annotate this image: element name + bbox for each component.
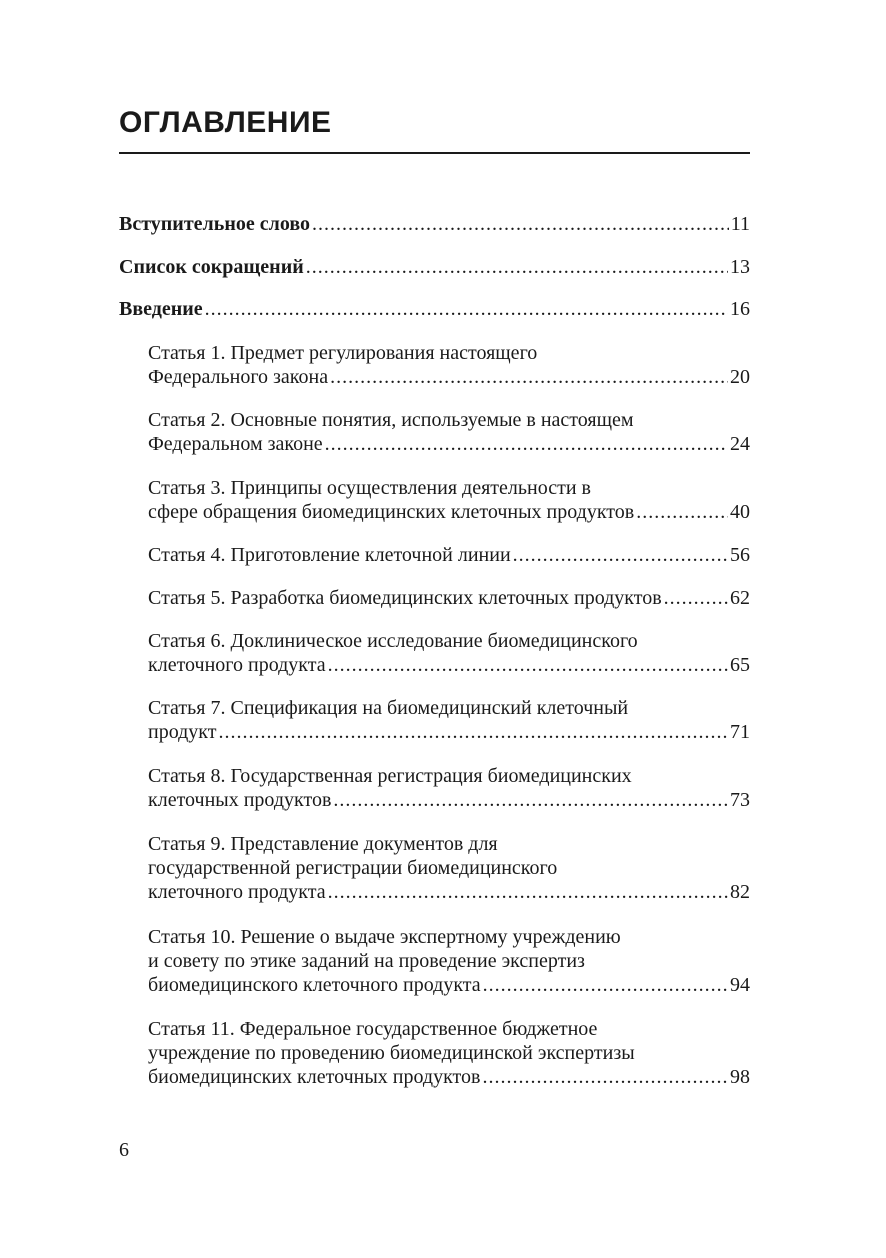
toc-entry-line: клеточных продуктов: [148, 789, 332, 811]
toc-page-number: 98: [730, 1066, 750, 1088]
toc-entry-title: Введение: [119, 298, 203, 320]
toc-page-number: 13: [730, 256, 750, 278]
toc-entry-line: Статья 7. Спецификация на биомедицинский клеточный: [148, 697, 629, 719]
dot-leader: [306, 255, 728, 279]
toc-entry-line: продукт: [148, 721, 217, 743]
toc-entry-title: Список сокращений: [119, 256, 304, 278]
toc-entry-line: Статья 8. Государственная регистрация биомедицинских: [148, 765, 632, 787]
toc-entry-article-2[interactable]: [148, 408, 750, 456]
dot-leader: [483, 973, 728, 997]
page-title: ОГЛАВЛЕНИЕ: [119, 106, 332, 139]
toc-entry-line: Федеральном законе: [148, 433, 323, 455]
toc-entry-abbreviations[interactable]: [119, 255, 750, 279]
toc-page-number: 71: [730, 721, 750, 743]
toc-page-number: 82: [730, 881, 750, 903]
toc-entry-line: Статья 4. Приготовление клеточной линии: [148, 544, 511, 566]
dot-leader: [205, 297, 728, 321]
toc-entry-line: биомедицинских клеточных продуктов: [148, 1066, 481, 1088]
toc-entry-line: Статья 6. Доклиническое исследование биомедицинского: [148, 630, 638, 652]
toc-entry-title: Вступительное слово: [119, 213, 310, 235]
toc-page-number: 62: [730, 587, 750, 609]
dot-leader: [325, 432, 728, 456]
toc-entry-line: Статья 1. Предмет регулирования настоящего: [148, 342, 538, 364]
dot-leader: [664, 586, 728, 610]
toc-entry-article-1[interactable]: [148, 341, 750, 389]
dot-leader: [636, 500, 728, 524]
dot-leader: [328, 653, 728, 677]
toc-page-number: 65: [730, 654, 750, 676]
toc-entry-line: Статья 9. Представление документов для: [148, 833, 498, 855]
toc-entry-introduction[interactable]: [119, 297, 750, 321]
toc-entry-line: биомедицинского клеточного продукта: [148, 974, 481, 996]
toc-entry-line: клеточного продукта: [148, 654, 326, 676]
toc-entry-article-5[interactable]: [148, 586, 750, 610]
toc-entry-line: Статья 5. Разработка биомедицинских клеточных продуктов: [148, 587, 662, 609]
toc-page-number: 40: [730, 501, 750, 523]
toc-entry-article-4[interactable]: [148, 543, 750, 567]
toc-entry-line: Статья 11. Федеральное государственное бюджетное: [148, 1018, 598, 1040]
toc-entry-line: государственной регистрации биомедицинского: [148, 857, 558, 879]
toc-entry-article-6[interactable]: [148, 629, 750, 677]
toc-entry-article-9[interactable]: [148, 832, 750, 904]
dot-leader: [513, 543, 728, 567]
toc-entry-line: клеточного продукта: [148, 881, 326, 903]
dot-leader: [482, 1065, 728, 1089]
title-divider: [119, 152, 750, 154]
toc-entry-line: учреждение по проведению биомедицинской экспертизы: [148, 1042, 635, 1064]
toc-entry-line: сфере обращения биомедицинских клеточных продуктов: [148, 501, 635, 523]
toc-page-number: 11: [730, 213, 750, 235]
toc-entry-intro-word[interactable]: [119, 212, 750, 236]
toc-entry-article-7[interactable]: [148, 696, 750, 744]
toc-entry-article-3[interactable]: [148, 476, 750, 524]
toc-entry-line: Статья 3. Принципы осуществления деятельности в: [148, 477, 591, 499]
toc-page-number: 94: [730, 974, 750, 996]
toc-entry-line: и совету по этике заданий на проведение экспертиз: [148, 950, 585, 972]
toc-entry-article-11[interactable]: [148, 1017, 750, 1089]
toc-page-number: 20: [730, 366, 750, 388]
toc-entry-line: Статья 10. Решение о выдаче экспертному учреждению: [148, 926, 621, 948]
dot-leader: [328, 880, 728, 904]
dot-leader: [219, 720, 729, 744]
page-number: 6: [119, 1139, 129, 1161]
toc-entry-line: Статья 2. Основные понятия, используемые в настоящем: [148, 409, 634, 431]
toc-page-number: 56: [730, 544, 750, 566]
toc-entry-line: Федерального закона: [148, 366, 329, 388]
toc-entry-article-8[interactable]: [148, 764, 750, 812]
dot-leader: [333, 788, 728, 812]
toc-page-number: 73: [730, 789, 750, 811]
toc-page-number: 16: [730, 298, 750, 320]
toc-entry-article-10[interactable]: [148, 925, 750, 997]
dot-leader: [312, 212, 729, 236]
dot-leader: [330, 365, 728, 389]
toc-page-number: 24: [730, 433, 750, 455]
